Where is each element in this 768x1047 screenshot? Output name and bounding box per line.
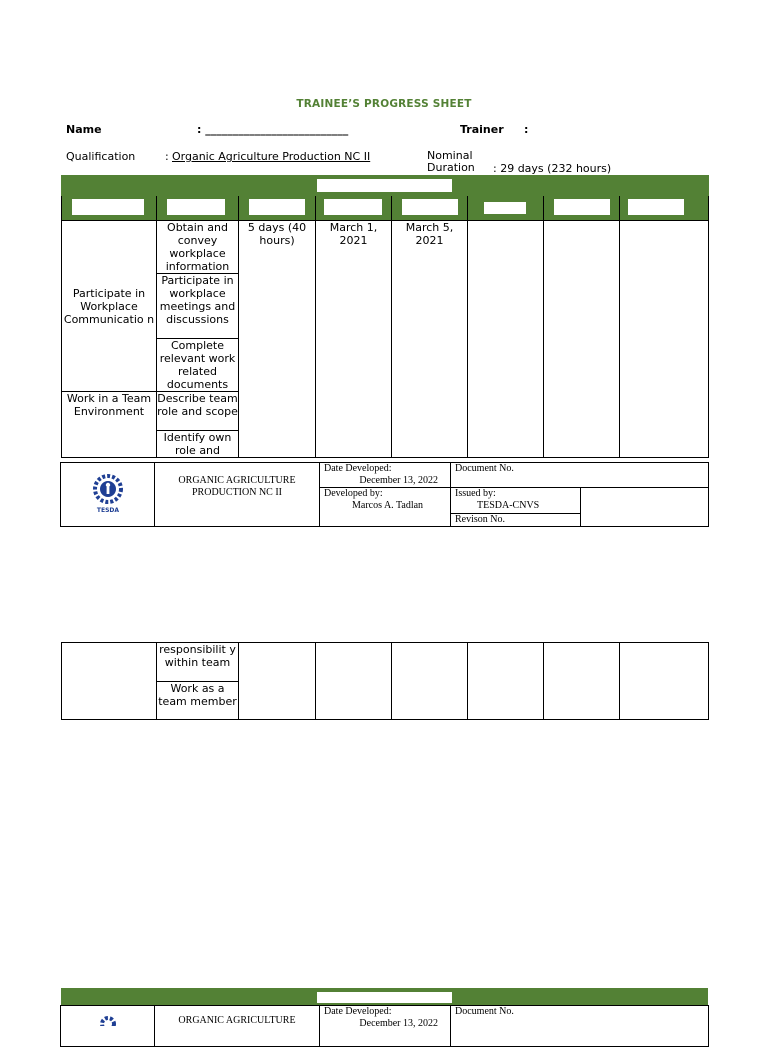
header-cell [468, 196, 544, 221]
name-label: Name [66, 123, 102, 136]
lo-text: Obtain and convey workplace information [165, 221, 230, 273]
developed-by-value: Marcos A. Tadlan [352, 500, 424, 511]
table-header-row [62, 196, 709, 221]
date-developed-value: December 13, 2022 [359, 475, 438, 486]
blank-cell [62, 643, 157, 720]
lo-cell [157, 392, 239, 431]
document-footer-page3 [60, 1005, 709, 1047]
duration-text: 5 days (40 hours) [247, 221, 307, 247]
title-bar-box [317, 179, 452, 192]
lo-text: Complete relevant work related documents [159, 339, 236, 391]
lo-text: responsibilit y within team [159, 643, 236, 669]
blank-cell [468, 221, 544, 458]
document-no-cell: Document No. [451, 463, 709, 488]
duration-cell [239, 221, 316, 458]
document-footer [60, 462, 709, 527]
logo-cell [61, 463, 155, 527]
lo-text: Participate in workplace meetings and discussions [159, 274, 236, 326]
date-developed-cell [320, 463, 451, 488]
date-developed-label: Date Developed: [324, 1006, 392, 1017]
date-developed-value: December 13, 2022 [359, 1018, 438, 1029]
progress-table-continued [61, 642, 709, 720]
issued-by-value: TESDA-CNVS [477, 500, 540, 511]
start-date-cell [316, 221, 392, 458]
unit-title: Work in a Team Environment [66, 392, 152, 418]
lo-cell [157, 682, 239, 720]
blank-cell [544, 221, 620, 458]
lo-cell [157, 339, 239, 392]
date-developed-label: Date Developed: [324, 463, 392, 474]
header-cell [239, 196, 316, 221]
developed-by-label: Developed by: [324, 488, 383, 499]
table-title-bar-page3 [61, 988, 708, 1005]
qualification-label: Qualification [66, 150, 136, 163]
date-developed-cell [320, 1006, 451, 1047]
blank-cell [544, 643, 620, 720]
lo-cell [157, 643, 239, 682]
developed-by-cell [320, 488, 451, 527]
blank-cell [620, 221, 709, 458]
table-title-bar [62, 176, 709, 196]
qualification-colon: : [165, 150, 169, 163]
header-cell [392, 196, 468, 221]
table-row [62, 221, 709, 274]
revision-no-cell: Revison No. [451, 514, 581, 527]
trainer-field[interactable]: : [524, 123, 529, 136]
end-date-text: March 5, 2021 [405, 221, 454, 247]
lo-cell [157, 431, 239, 458]
blank-cell [620, 643, 709, 720]
lo-text: Identify own role and [163, 431, 232, 457]
end-date-cell [392, 221, 468, 458]
start-date-text: March 1, 2021 [329, 221, 378, 247]
lo-text: Describe team role and scope [157, 392, 238, 418]
nominal-duration-value: : 29 days (232 hours) [493, 162, 612, 175]
trainer-label: Trainer [460, 123, 504, 136]
issued-by-label: Issued by: [455, 488, 496, 499]
blank-cell [239, 643, 316, 720]
header-cell [620, 196, 709, 221]
document-no-cell: Document No. [451, 1006, 709, 1047]
nominal-label-line1: Nominal [427, 149, 473, 162]
footer-org: ORGANIC AGRICULTURE PRODUCTION NC II [155, 463, 320, 527]
logo-cell [61, 1006, 155, 1047]
blank-cell [316, 643, 392, 720]
nominal-label-line2: Duration [427, 161, 475, 174]
tesda-logo-icon [91, 473, 125, 513]
qualification-value: Organic Agriculture Production NC II [172, 150, 371, 163]
footer-org: ORGANIC AGRICULTURE [155, 1006, 320, 1047]
header-cell [157, 196, 239, 221]
header-cell [316, 196, 392, 221]
blank-cell [581, 488, 709, 527]
header-cell [544, 196, 620, 221]
blank-cell [392, 643, 468, 720]
unit-cell [62, 392, 157, 458]
header-cell [62, 196, 157, 221]
lo-cell [157, 221, 239, 274]
lo-cell [157, 274, 239, 339]
name-field[interactable]: : __________________________ [197, 123, 349, 136]
issued-by-cell [451, 488, 581, 514]
lo-text: Work as a team member [158, 682, 237, 708]
blank-cell [468, 643, 544, 720]
svg-text:TESDA: TESDA [96, 506, 119, 513]
table-row [62, 643, 709, 682]
progress-table [61, 175, 709, 458]
unit-title: Participate in Workplace Communicatio n [63, 286, 155, 326]
tesda-logo-icon [91, 1006, 125, 1026]
nominal-duration-label [427, 150, 475, 174]
unit-cell [62, 221, 157, 392]
page-title: TRAINEE’S PROGRESS SHEET [296, 98, 472, 110]
